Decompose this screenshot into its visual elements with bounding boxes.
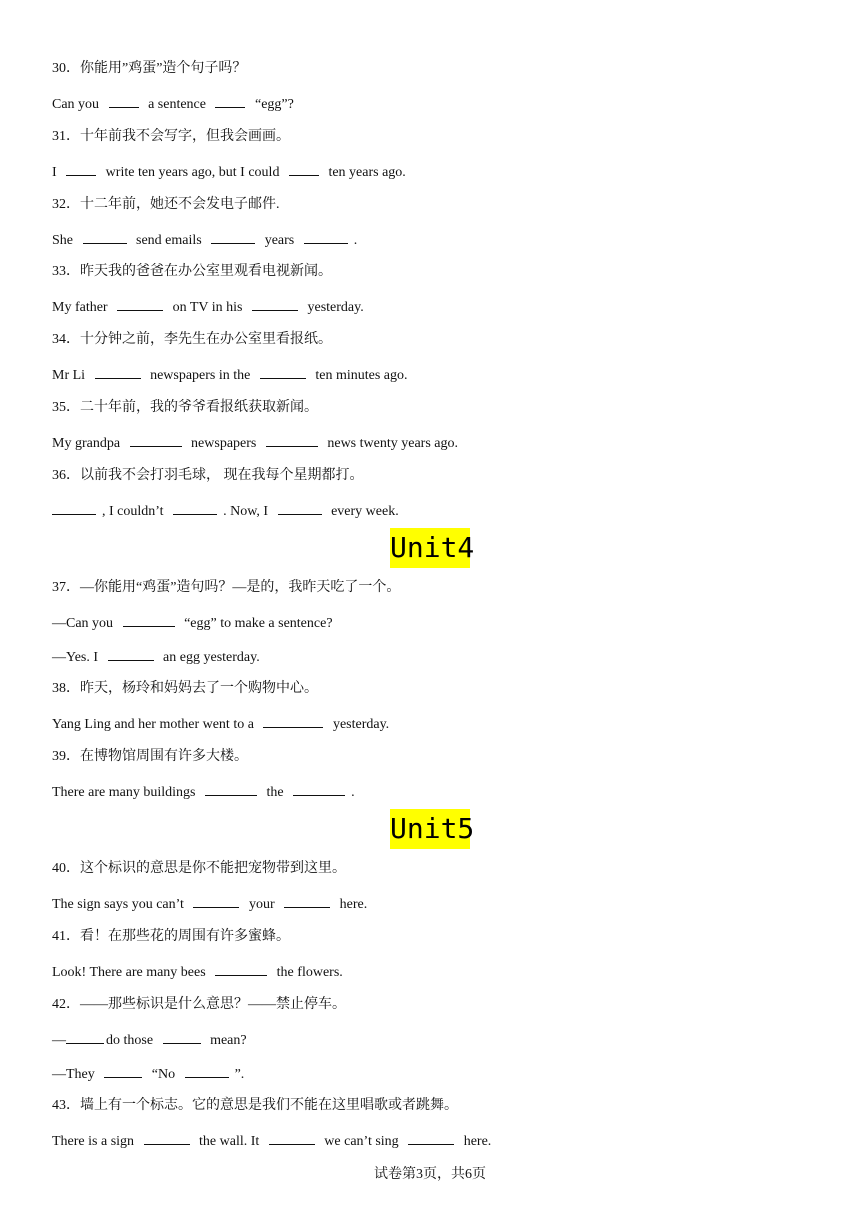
answer-blank[interactable] [108,647,154,661]
answer-blank[interactable] [260,365,306,379]
text-segment: ”. [234,1067,245,1082]
question-38-sentence [52,714,389,734]
answer-blank[interactable] [408,1131,454,1145]
question-40-sentence [52,894,367,914]
text-segment: the [262,785,288,800]
text-segment: The sign says you can’t [52,897,188,912]
text-segment: news twenty years ago. [323,436,458,451]
answer-blank[interactable] [215,962,267,976]
answer-blank[interactable] [263,714,323,728]
text-segment: “egg”? [251,97,294,112]
question-38-prompt: 38．昨天，杨玲和妈妈去了一个购物中心。 [52,681,318,696]
text-segment: Mr Li [52,368,89,383]
answer-blank[interactable] [193,894,239,908]
text-segment: a sentence [144,97,210,112]
question-32-prompt: 32．十二年前，她还不会发电子邮件. [52,197,280,212]
answer-blank[interactable] [205,782,257,796]
text-segment: —They [52,1067,99,1082]
text-segment: . [353,233,358,248]
question-42-prompt: 42．——那些标识是什么意思？——禁止停车。 [52,997,346,1012]
text-segment: here. [460,1134,492,1149]
text-segment: send emails [132,233,206,248]
answer-blank[interactable] [163,1030,201,1044]
answer-blank[interactable] [173,501,217,515]
answer-blank[interactable] [293,782,345,796]
question-42-sentence-2 [52,1064,244,1084]
text-segment: — [52,1033,66,1048]
answer-blank[interactable] [104,1064,142,1078]
question-35-sentence [52,433,458,453]
question-31-prompt: 31．十年前我不会写字，但我会画画。 [52,129,290,144]
text-segment: ten years ago. [324,165,406,180]
text-segment: —Yes. I [52,650,102,665]
text-segment: I [52,165,61,180]
text-segment: an egg yesterday. [159,650,260,665]
answer-blank[interactable] [215,94,245,108]
unit-5-heading: Unit5 [390,809,470,849]
text-segment: the wall. It [195,1134,263,1149]
text-segment: Can you [52,97,103,112]
unit-4-heading: Unit4 [390,528,470,568]
answer-blank[interactable] [284,894,330,908]
text-segment: Look! There are many bees [52,965,210,980]
text-segment: My father [52,300,112,315]
answer-blank[interactable] [130,433,182,447]
text-segment: newspapers in the [146,368,254,383]
answer-blank[interactable] [266,433,318,447]
answer-blank[interactable] [123,613,175,627]
answer-blank[interactable] [278,501,322,515]
text-segment: My grandpa [52,436,124,451]
text-segment: here. [336,897,368,912]
text-segment: do those [106,1033,157,1048]
answer-blank[interactable] [289,162,319,176]
question-40-prompt: 40．这个标识的意思是你不能把宠物带到这里。 [52,861,346,876]
question-32-sentence [52,230,357,250]
text-segment: There is a sign [52,1134,138,1149]
page-footer: 试卷第3页，共6页 [374,1167,486,1182]
question-34-sentence [52,365,408,385]
answer-blank[interactable] [109,94,139,108]
answer-blank[interactable] [211,230,255,244]
text-segment: , I couldn’t [102,504,168,519]
question-33-prompt: 33．昨天我的爸爸在办公室里观看电视新闻。 [52,264,332,279]
text-segment: —Can you [52,616,117,631]
answer-blank[interactable] [95,365,141,379]
text-segment: . Now, I [223,504,272,519]
text-segment: on TV in his [169,300,246,315]
text-segment: “egg” to make a sentence? [180,616,333,631]
answer-blank[interactable] [52,501,96,515]
text-segment: your [245,897,279,912]
question-39-sentence [52,782,355,802]
text-segment: newspapers [187,436,260,451]
answer-blank[interactable] [117,297,163,311]
question-43-sentence [52,1131,491,1151]
text-segment: the flowers. [273,965,343,980]
question-43-prompt: 43．墙上有一个标志。它的意思是我们不能在这里唱歌或者跳舞。 [52,1098,458,1113]
text-segment: every week. [327,504,399,519]
answer-blank[interactable] [252,297,298,311]
answer-blank[interactable] [66,162,96,176]
question-31-sentence [52,162,406,182]
answer-blank[interactable] [304,230,348,244]
question-37-sentence-1 [52,613,333,633]
text-segment: . [351,785,355,800]
text-segment: mean? [206,1033,247,1048]
question-36-sentence [52,501,399,521]
question-36-prompt: 36．以前我不会打羽毛球， 现在我每个星期都打。 [52,468,364,483]
question-41-prompt: 41．看！在那些花的周围有许多蜜蜂。 [52,929,290,944]
text-segment: we can’t sing [320,1134,403,1149]
question-42-sentence-1 [52,1030,247,1050]
question-37-prompt: 37．—你能用“鸡蛋”造句吗？—是的，我昨天吃了一个。 [52,580,401,595]
text-segment: She [52,233,77,248]
text-segment: write ten years ago, but I could [102,165,283,180]
answer-blank[interactable] [66,1030,104,1044]
text-segment: Yang Ling and her mother went to a [52,717,258,732]
question-41-sentence [52,962,343,982]
text-segment: ten minutes ago. [311,368,408,383]
text-segment: “No [148,1067,179,1082]
text-segment: yesterday. [329,717,390,732]
question-37-sentence-2 [52,647,260,667]
question-33-sentence [52,297,364,317]
answer-blank[interactable] [83,230,127,244]
question-30-sentence [52,94,294,114]
text-segment: years [261,233,298,248]
question-30-prompt: 30．你能用”鸡蛋”造个句子吗？ [52,61,247,76]
answer-blank[interactable] [144,1131,190,1145]
question-34-prompt: 34．十分钟之前，李先生在办公室里看报纸。 [52,332,332,347]
question-39-prompt: 39．在博物馆周围有许多大楼。 [52,749,248,764]
question-35-prompt: 35．二十年前，我的爷爷看报纸获取新闻。 [52,400,318,415]
answer-blank[interactable] [269,1131,315,1145]
text-segment: yesterday. [303,300,364,315]
answer-blank[interactable] [185,1064,229,1078]
text-segment: There are many buildings [52,785,199,800]
